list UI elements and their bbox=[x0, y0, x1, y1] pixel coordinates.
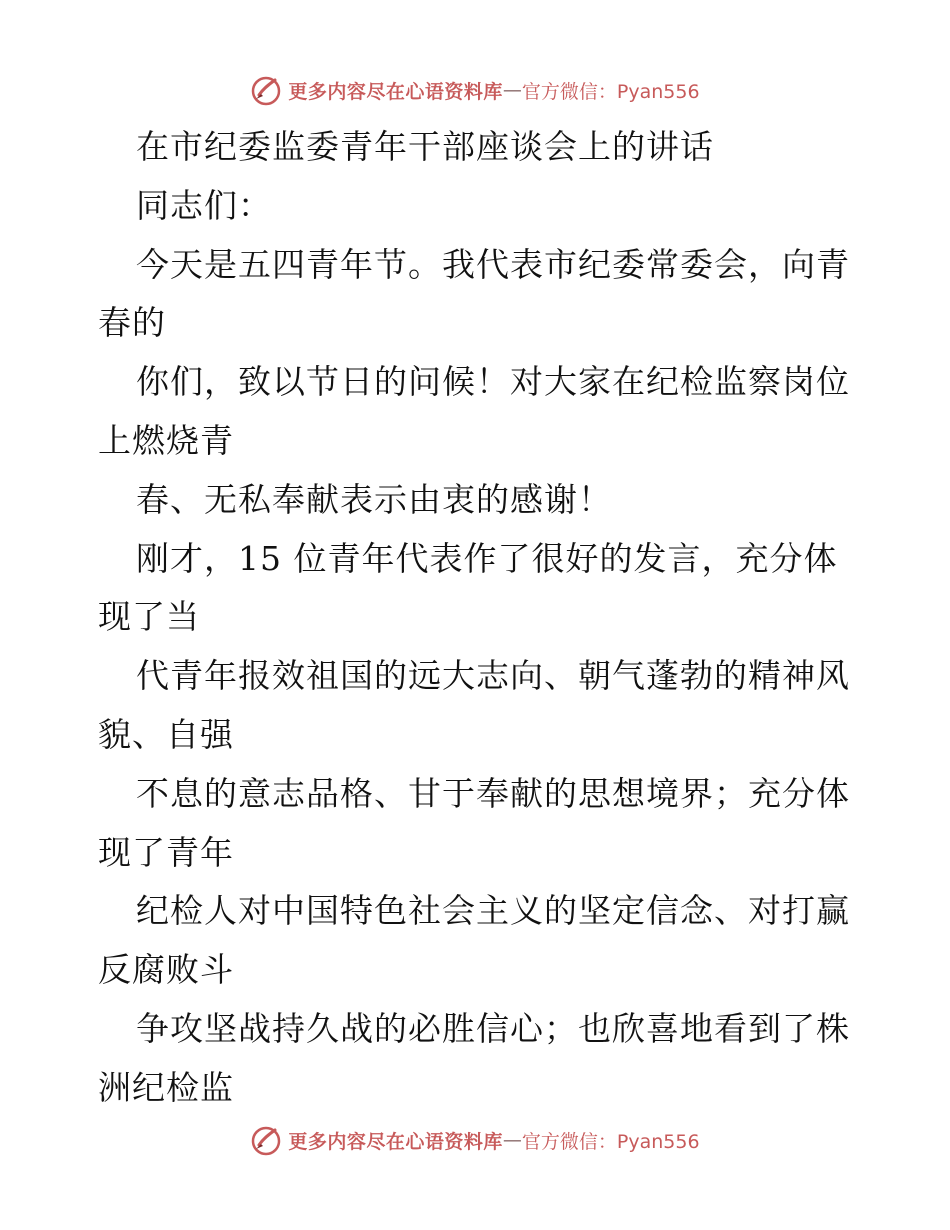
footer-separator: — bbox=[502, 1129, 522, 1151]
header-separator: — bbox=[502, 79, 522, 101]
paragraph-line: 现了青年 bbox=[98, 832, 234, 872]
paragraph-line: 代青年报效祖国的远大志向、朝气蓬勃的精神风 bbox=[136, 656, 850, 696]
paragraph-line: 不息的意志品格、甘于奉献的思想境界；充分体 bbox=[136, 773, 850, 813]
paragraph-line: 上燃烧青 bbox=[98, 420, 234, 460]
paragraph-line: 反腐败斗 bbox=[98, 950, 234, 990]
brush-logo-icon bbox=[250, 1124, 282, 1156]
paragraph-line: 春的 bbox=[98, 303, 166, 343]
paragraph-line: 争攻坚战持久战的必胜信心；也欣喜地看到了株 bbox=[136, 1008, 850, 1048]
header-slogan: 更多内容尽在心语资料库 bbox=[288, 80, 503, 103]
paragraph-line: 纪检人对中国特色社会主义的坚定信念、对打赢 bbox=[136, 891, 850, 931]
footer-banner bbox=[0, 1120, 950, 1160]
header-wechat: 官方微信：Pyan556 bbox=[521, 80, 700, 103]
document-title: 在市纪委监委青年干部座谈会上的讲话 bbox=[136, 127, 714, 166]
header-banner bbox=[0, 70, 950, 110]
paragraph-line: 你们，致以节日的问候！对大家在纪检监察岗位 bbox=[136, 362, 850, 402]
paragraph-line: 貌、自强 bbox=[98, 714, 234, 754]
footer-slogan: 更多内容尽在心语资料库 bbox=[288, 1130, 503, 1153]
brush-logo-icon bbox=[250, 74, 282, 106]
paragraph-line: 今天是五四青年节。我代表市纪委常委会，向青 bbox=[136, 244, 850, 284]
footer-wechat: 官方微信：Pyan556 bbox=[521, 1130, 700, 1153]
paragraph-line: 现了当 bbox=[98, 597, 200, 637]
salutation: 同志们： bbox=[136, 185, 272, 225]
document-body bbox=[98, 118, 858, 1118]
paragraph-line: 刚才，15 位青年代表作了很好的发言，充分体 bbox=[136, 538, 838, 578]
paragraph-line: 春、无私奉献表示由衷的感谢！ bbox=[136, 479, 612, 519]
paragraph-line: 洲纪检监 bbox=[98, 1067, 234, 1107]
